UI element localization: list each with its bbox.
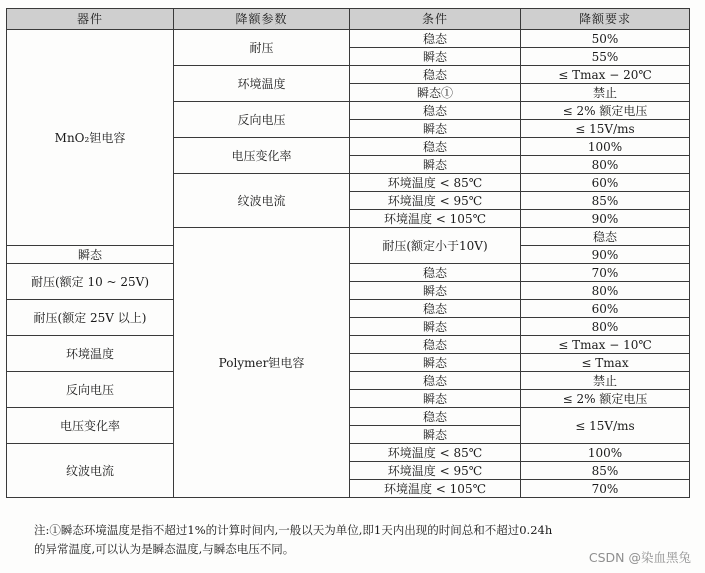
condition-cell: 稳态 bbox=[350, 66, 521, 84]
parameter-cell: 耐压(额定 25V 以上) bbox=[7, 300, 174, 336]
requirement-cell: 90% bbox=[521, 210, 690, 228]
condition-cell: 稳态 bbox=[350, 264, 521, 282]
watermark: CSDN @染血黑兔 bbox=[588, 550, 691, 565]
parameter-cell: 耐压(额定 10 ~ 25V) bbox=[7, 264, 174, 300]
requirement-cell: 禁止 bbox=[521, 84, 690, 102]
condition-cell: 稳态 bbox=[350, 102, 521, 120]
condition-cell: 环境温度 < 95℃ bbox=[350, 192, 521, 210]
condition-cell: 瞬态① bbox=[350, 84, 521, 102]
parameter-cell: 电压变化率 bbox=[7, 408, 174, 444]
requirement-cell: 50% bbox=[521, 30, 690, 48]
condition-cell: 瞬态 bbox=[350, 48, 521, 66]
condition-cell: 环境温度 < 85℃ bbox=[350, 444, 521, 462]
requirement-cell: ≤ Tmax bbox=[521, 354, 690, 372]
parameter-cell: 反向电压 bbox=[7, 372, 174, 408]
condition-cell: 稳态 bbox=[521, 228, 690, 246]
requirement-cell: ≤ Tmax − 10℃ bbox=[521, 336, 690, 354]
parameter-cell: 电压变化率 bbox=[174, 138, 350, 174]
requirement-cell: ≤ 15V/ms bbox=[521, 408, 690, 444]
requirement-cell: 60% bbox=[521, 174, 690, 192]
parameter-cell: 耐压 bbox=[174, 30, 350, 66]
requirement-cell: 80% bbox=[521, 156, 690, 174]
requirement-cell: ≤ Tmax − 20℃ bbox=[521, 66, 690, 84]
parameter-cell: 环境温度 bbox=[174, 66, 350, 102]
header-device: 器件 bbox=[7, 9, 174, 30]
condition-cell: 稳态 bbox=[350, 300, 521, 318]
condition-cell: 稳态 bbox=[350, 408, 521, 426]
requirement-cell: 100% bbox=[521, 138, 690, 156]
derating-table bbox=[6, 8, 690, 498]
requirement-cell: 70% bbox=[521, 264, 690, 282]
condition-cell: 环境温度 < 85℃ bbox=[350, 174, 521, 192]
condition-cell: 环境温度 < 105℃ bbox=[350, 210, 521, 228]
condition-cell: 稳态 bbox=[350, 336, 521, 354]
condition-cell: 稳态 bbox=[350, 30, 521, 48]
table-body bbox=[7, 30, 690, 498]
parameter-cell: 环境温度 bbox=[7, 336, 174, 372]
requirement-cell: 100% bbox=[521, 444, 690, 462]
condition-cell: 瞬态 bbox=[350, 120, 521, 138]
requirement-cell: 80% bbox=[521, 282, 690, 300]
parameter-cell: 纹波电流 bbox=[174, 174, 350, 228]
parameter-cell: 耐压(额定小于10V) bbox=[350, 228, 521, 264]
requirement-cell: 55% bbox=[521, 48, 690, 66]
requirement-cell: 85% bbox=[521, 192, 690, 210]
condition-cell: 瞬态 bbox=[350, 354, 521, 372]
header-row bbox=[7, 9, 690, 30]
condition-cell: 瞬态 bbox=[350, 390, 521, 408]
condition-cell: 瞬态 bbox=[350, 426, 521, 444]
footnote-line-1: 注:①瞬态环境温度是指不超过1%的计算时间内,一般以天为单位,即1天内出现的时间总和不超过0.24h bbox=[34, 523, 553, 537]
condition-cell: 稳态 bbox=[350, 372, 521, 390]
condition-cell: 瞬态 bbox=[350, 318, 521, 336]
parameter-cell: 纹波电流 bbox=[7, 444, 174, 498]
device-cell: Polymer钽电容 bbox=[174, 228, 350, 498]
requirement-cell: ≤ 2% 额定电压 bbox=[521, 390, 690, 408]
requirement-cell: 80% bbox=[521, 318, 690, 336]
table-header bbox=[7, 9, 690, 30]
requirement-cell: 85% bbox=[521, 462, 690, 480]
requirement-cell: ≤ 15V/ms bbox=[521, 120, 690, 138]
condition-cell: 瞬态 bbox=[350, 282, 521, 300]
requirement-cell: 禁止 bbox=[521, 372, 690, 390]
device-cell: MnO₂钽电容 bbox=[7, 30, 174, 246]
condition-cell: 环境温度 < 95℃ bbox=[350, 462, 521, 480]
table-row bbox=[7, 30, 690, 48]
requirement-cell: 70% bbox=[521, 480, 690, 498]
header-requirement: 降额要求 bbox=[521, 9, 690, 30]
parameter-cell: 反向电压 bbox=[174, 102, 350, 138]
condition-cell: 环境温度 < 105℃ bbox=[350, 480, 521, 498]
requirement-cell: 60% bbox=[521, 300, 690, 318]
header-parameter: 降额参数 bbox=[174, 9, 350, 30]
footnote-line-2: 的异常温度,可以认为是瞬态温度,与瞬态电压不同。 bbox=[34, 542, 295, 556]
requirement-cell: ≤ 2% 额定电压 bbox=[521, 102, 690, 120]
condition-cell: 瞬态 bbox=[350, 156, 521, 174]
requirement-cell: 90% bbox=[521, 246, 690, 264]
condition-cell: 瞬态 bbox=[7, 246, 174, 264]
header-condition: 条件 bbox=[350, 9, 521, 30]
condition-cell: 稳态 bbox=[350, 138, 521, 156]
